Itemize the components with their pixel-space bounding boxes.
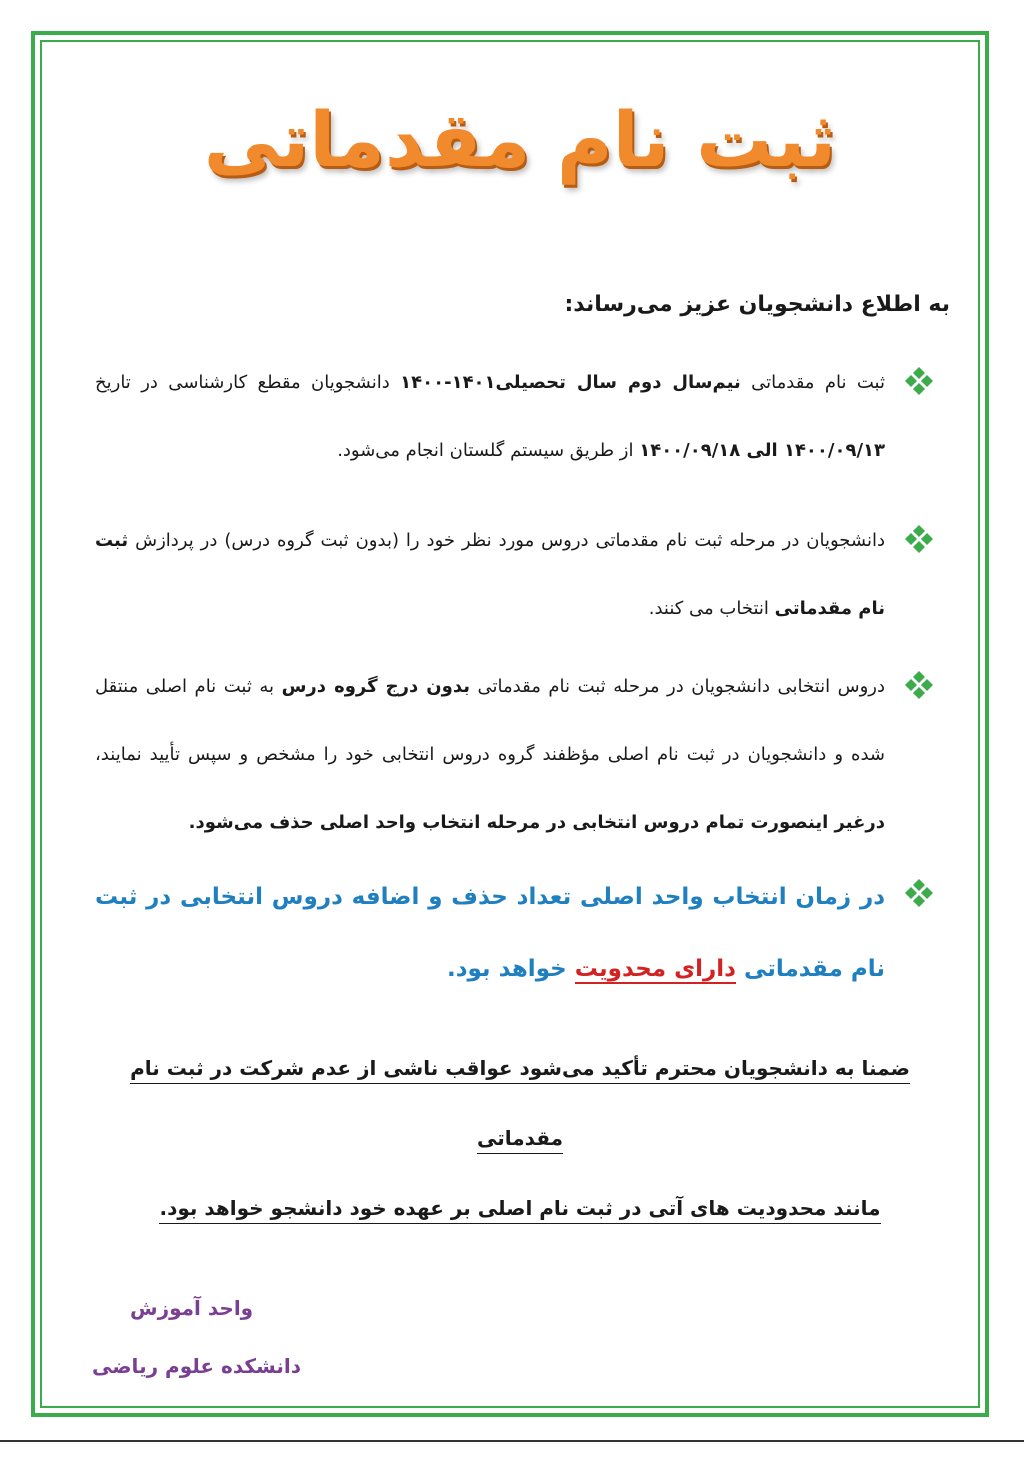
bullet-text: دانشجویان در مرحله ثبت نام مقدماتی دروس مورد نظر خود را (بدون ثبت گروه درس) در پردازش (128, 530, 885, 551)
bullet-limitation (95, 861, 945, 1005)
process-name: ثبت نام مقدماتی (95, 530, 885, 619)
bullet-text: از طریق سیستم گلستان انجام می‌شود. (337, 440, 640, 461)
bullet-course-selection (95, 507, 945, 643)
emphasis-text: بدون درج گروه درس (281, 676, 470, 697)
bullet-text: دانشجویان مقطع کارشناسی در تاریخ (95, 372, 401, 393)
bullet-text: در زمان انتخاب واحد اصلی تعداد حذف و اضافه دروس انتخابی در ثبت نام مقدماتی (95, 884, 885, 982)
four-diamond-icon (903, 669, 935, 701)
notice-line-1: ضمنا به دانشجویان محترم تأکید می‌شود عواقب ناشی از عدم شرکت در ثبت نام مقدماتی (130, 1056, 910, 1154)
notice-block (85, 1033, 955, 1243)
page-title: ثبت نام مقدماتی (203, 95, 837, 184)
semester-label: نیم‌سال دوم سال تحصیلی۱۴۰۱-۱۴۰۰ (400, 372, 741, 393)
bullet-registration-dates (95, 349, 945, 485)
bullet-text: ثبت نام مقدماتی (740, 372, 885, 393)
bottom-rule (0, 1440, 1024, 1442)
bullet-text: انتخاب می کنند. (648, 598, 775, 619)
signature-unit: واحد آموزش (130, 1296, 254, 1320)
signature-faculty: دانشکده علوم ریاضی (92, 1354, 302, 1378)
document-body (95, 60, 950, 1243)
four-diamond-icon (903, 523, 935, 555)
four-diamond-icon (903, 365, 935, 397)
intro-line: به اطلاع دانشجویان عزیز می‌رساند: (564, 292, 950, 317)
four-diamond-icon (903, 877, 935, 909)
limitation-highlight: دارای محدویت (574, 956, 736, 982)
bullet-text: به ثبت نام اصلی منتقل شده و دانشجویان در ثبت نام اصلی مؤظفند گروه دروس انتخابی خود را مشخص و سپس تأیید نمایند، (95, 676, 885, 765)
bullet-text: خواهد بود. (446, 956, 575, 982)
notice-line-2: مانند محدودیت های آتی در ثبت نام اصلی بر عهده خود دانشجو خواهد بود. (159, 1196, 880, 1224)
date-range: ۱۴۰۰/۰۹/۱۳ الی ۱۴۰۰/۰۹/۱۸ (639, 440, 885, 461)
bullet-text: دروس انتخابی دانشجویان در مرحله ثبت نام مقدماتی (470, 676, 886, 697)
bullet-group-confirmation (95, 653, 945, 857)
warning-text: درغیر اینصورت تمام دروس انتخابی در مرحله انتخاب واحد اصلی حذف می‌شود. (188, 812, 885, 833)
